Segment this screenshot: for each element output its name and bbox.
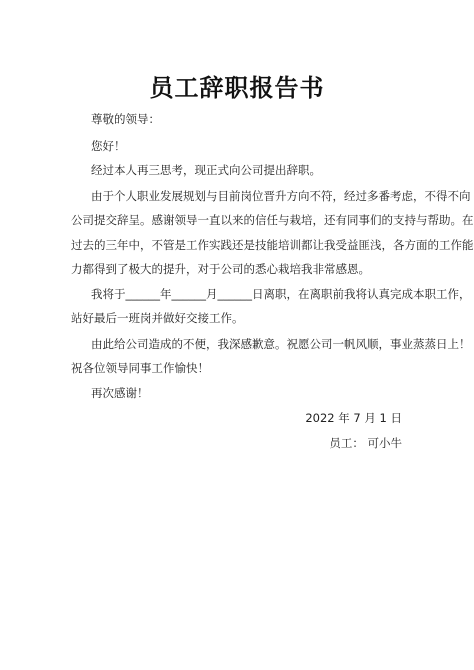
signature: 员工： 可小牛: [329, 436, 402, 450]
document-title: 员工辞职报告书: [149, 74, 325, 102]
paragraph-2-line-1: 由于个人职业发展规划与目前岗位晋升方向不符，经过多番考虑，不得不向: [91, 189, 471, 203]
paragraph-2-line-3: 过去的三年中，不管是工作实践还是技能培训都让我受益匪浅，各方面的工作能: [71, 238, 474, 252]
salutation: 尊敬的领导：: [91, 112, 160, 126]
letter-date: 2022 年 7 月 1 日: [305, 411, 402, 425]
greeting: 您好！: [91, 139, 126, 153]
paragraph-2-line-4: 力都得到了极大的提升，对于公司的悉心栽培我非常感恩。: [71, 262, 370, 276]
paragraph-4-line-2: 祝各位领导同事工作愉快！: [71, 361, 209, 375]
closing-thanks: 再次感谢！: [91, 386, 149, 400]
paragraph-1-line-1: 经过本人再三思考，现正式向公司提出辞职。: [91, 163, 321, 177]
paragraph-3-line-1: 我将于______年______月______日离职，在离职前我将认真完成本职工作，: [91, 287, 471, 301]
paragraph-3-line-2: 站好最后一班岗并做好交接工作。: [71, 311, 244, 325]
paragraph-4-line-1: 由此给公司造成的不便，我深感歉意。祝愿公司一帆风顺，事业蒸蒸日上！: [91, 337, 471, 351]
paragraph-2-line-2: 公司提交辞呈。感谢领导一直以来的信任与栽培，还有同事们的支持与帮助。在: [71, 213, 474, 227]
